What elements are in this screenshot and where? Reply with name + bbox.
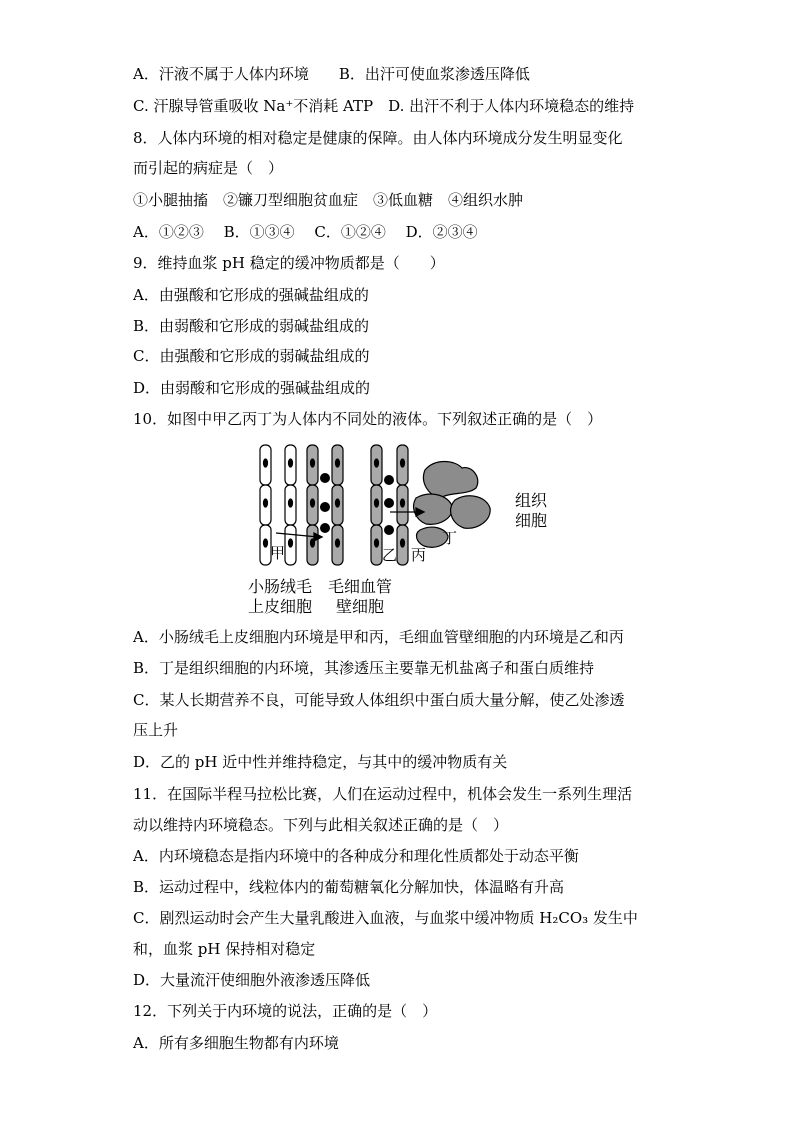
label-capillary-1: 毛细血管 [328, 577, 393, 596]
label-jia: 甲 [270, 544, 286, 562]
label-tissue-2: 细胞 [515, 511, 548, 530]
text-line: 10．如图中甲乙丙丁为人体内不同处的液体。下列叙述正确的是（ ） [133, 410, 603, 428]
text-line: B．由弱酸和它形成的弱碱盐组成的 [133, 317, 370, 335]
label-bing: 丙 [411, 546, 427, 564]
capillary-wall-column [332, 445, 343, 565]
text-line: 压上升 [133, 721, 179, 739]
text-line: C．剧烈运动时会产生大量乳酸进入血液，与血浆中缓冲物质 H₂CO₃ 发生中 [133, 909, 638, 927]
capillary-wall-column [307, 445, 318, 565]
text-line: D．由弱酸和它形成的强碱盐组成的 [133, 379, 371, 397]
text-line: C．由强酸和它形成的弱碱盐组成的 [133, 347, 370, 365]
label-ding: 丁 [442, 529, 458, 547]
blood-cell [384, 475, 394, 485]
blood-cell [320, 473, 330, 483]
text-line: A．由强酸和它形成的强碱盐组成的 [133, 286, 369, 304]
blood-cell [384, 525, 394, 535]
blood-cell [384, 498, 394, 508]
text-line: 和，血浆 pH 保持相对稳定 [133, 940, 316, 958]
body-fluid-diagram [240, 440, 570, 620]
label-intestine-1: 小肠绒毛 [248, 577, 313, 596]
text-line: 动以维持内环境稳态。下列与此相关叙述正确的是（ ） [133, 816, 509, 834]
text-line: ①小腿抽搐 ②镰刀型细胞贫血症 ③低血糖 ④组织水肿 [133, 191, 524, 209]
label-tissue-1: 组织 [515, 491, 548, 510]
label-capillary-2: 壁细胞 [336, 597, 385, 616]
text-line: C. 汗腺导管重吸收 Na⁺不消耗 ATP D. 出汗不利于人体内环境稳态的维持 [133, 97, 635, 115]
text-line: 11．在国际半程马拉松比赛，人们在运动过程中，机体会发生一系列生理活 [133, 785, 633, 803]
label-yi: 乙 [382, 546, 398, 564]
blood-cell [320, 523, 330, 533]
text-line: A．①②③ B．①③④ C．①②④ D．②③④ [133, 223, 478, 241]
text-line: D．大量流汗使细胞外液渗透压降低 [133, 971, 371, 989]
text-line: A．所有多细胞生物都有内环境 [133, 1034, 339, 1052]
text-line: A．内环境稳态是指内环境中的各种成分和理化性质都处于动态平衡 [133, 847, 579, 865]
text-line: 12．下列关于内环境的说法，正确的是（ ） [133, 1002, 438, 1020]
text-line: D．乙的 pH 近中性并维持稳定，与其中的缓冲物质有关 [133, 753, 508, 771]
blood-cell [320, 502, 330, 512]
text-line: C．某人长期营养不良，可能导致人体组织中蛋白质大量分解，使乙处渗透 [133, 691, 625, 709]
text-line: B．丁是组织细胞的内环境，其渗透压主要靠无机盐离子和蛋白质维持 [133, 659, 595, 677]
text-line: 9．维持血浆 pH 稳定的缓冲物质都是（ ） [133, 254, 445, 272]
text-line: 8．人体内环境的相对稳定是健康的保障。由人体内环境成分发生明显变化 [133, 129, 623, 147]
text-line: A．汗液不属于人体内环境 B．出汗可使血浆渗透压降低 [133, 65, 530, 83]
text-line: B．运动过程中，线粒体内的葡萄糖氧化分解加快，体温略有升高 [133, 878, 565, 896]
label-intestine-2: 上皮细胞 [248, 597, 313, 616]
text-line: A．小肠绒毛上皮细胞内环境是甲和丙，毛细血管壁细胞的内环境是乙和丙 [133, 628, 624, 646]
text-line: 而引起的病症是（ ） [133, 159, 284, 177]
intestine-cell-column [285, 445, 296, 565]
